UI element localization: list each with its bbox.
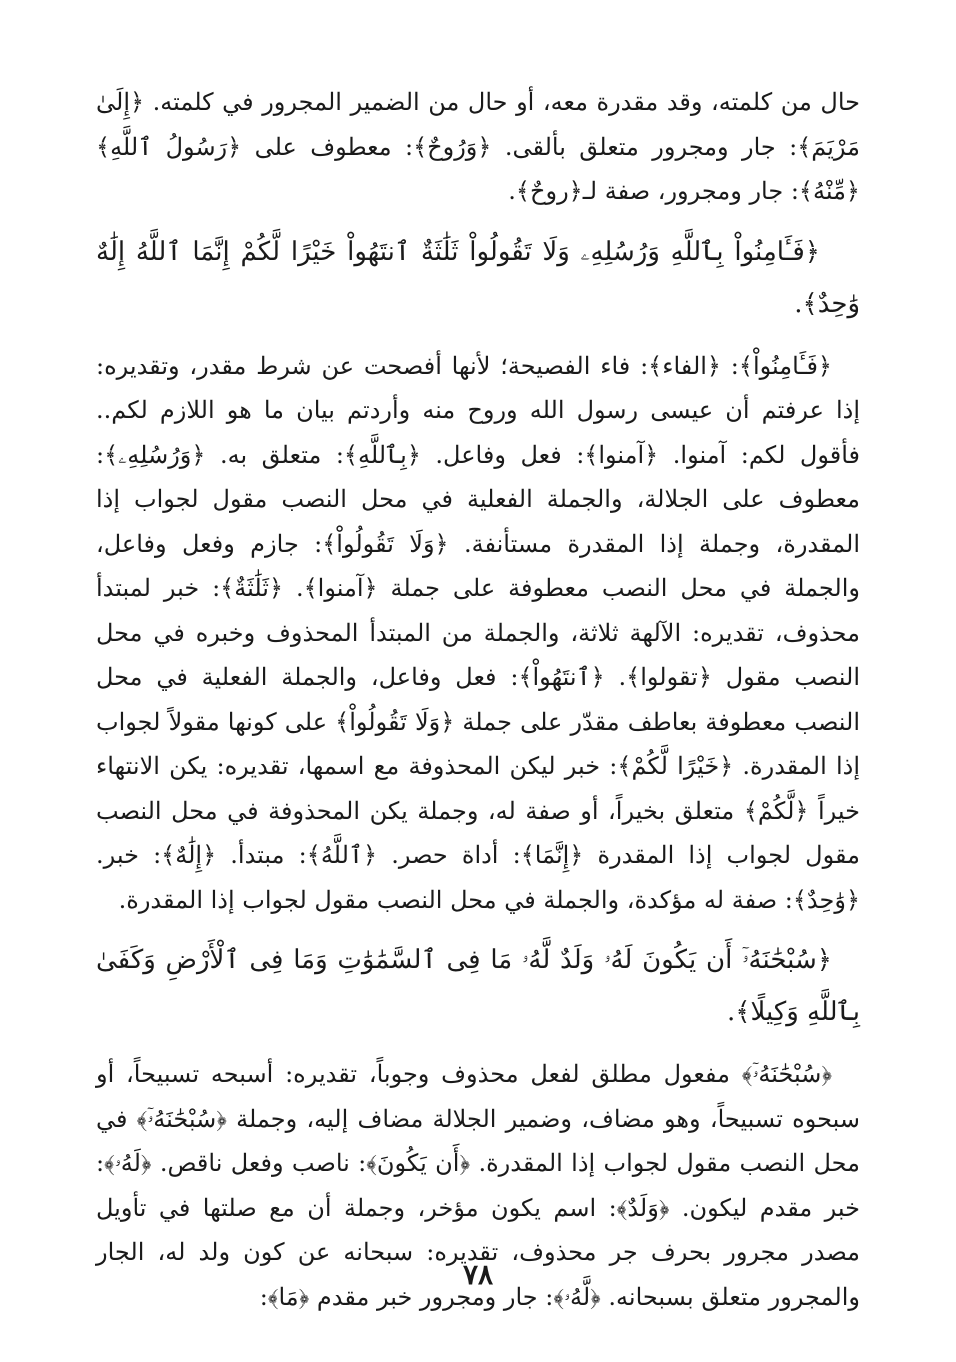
quran-verse-1: ﴿فَـَٔامِنُواْ بِٱللَّهِ وَرُسُلِهِۦ وَلَا تَقُولُواْ ثَلَٰثَةٌ ٱنتَهُواْ خَيْرًا لَّكُمْ إِنَّمَا ٱللَّهُ إِلَٰهٌ وَٰحِدٌ﴾. [96, 236, 860, 319]
page-number: ٧٨ [462, 1258, 494, 1291]
paragraph-1: حال من كلمته، وقد مقدرة معه، أو حال من الضمير المجرور في كلمته. ﴿إِلَىٰ مَرْيَمَ﴾: جار ومجرور متعلق بألقى. ﴿وَرُوحٌ﴾: معطوف على ﴿رَسُولُ ٱللَّهِ﴾ ﴿مِّنْهُ﴾: جار ومجرور، صفة لـ﴿روحٌ﴾. [96, 88, 861, 205]
paragraph-3: ﴿سُبْحَٰنَهُۥٓ﴾ مفعول مطلق لفعل محذوف وجوباً، تقديره: أسبحه تسبيحاً، أو سبحوه تسبيحاً، وهو مضاف، وضمير الجلالة مضاف إليه، وجملة ﴿سُبْحَٰنَهُۥٓ﴾ في محل النصب مقول لجواب إذا المقدرة. ﴿أَن يَكُونَ﴾: ناصب وفعل ناقص. ﴿لَهُۥ﴾: خبر مقدم ليكون. ﴿وَلَدٌ﴾: اسم يكون مؤخر، وجملة أن مع صلتها في تأويل مصدر مجرور بحرف جر محذوف، تقديره: سبحانه عن كون ولد له، الجار والمجرور متعلق بسبحانه. ﴿لَّهُۥ﴾: جار ومجرور خبر مقدم ﴿مَا﴾: [96, 1060, 860, 1311]
paragraph-2: ﴿فَـَٔامِنُواْ﴾: ﴿الفاء﴾: فاء الفصيحة؛ لأنها أفصحت عن شرط مقدر، وتقديره: إذا عرفتم أن عيسى رسول الله وروح منه وأردتم بيان ما هو اللازم لكم.. فأقول لكم: آمنوا. ﴿آمنوا﴾: فعل وفاعل. ﴿بِٱللَّهِ﴾: متعلق به. ﴿وَرُسُلِهِۦ﴾: معطوف على الجلالة، والجملة الفعلية في محل النصب مقول لجواب إذا المقدرة، وجملة إذا المقدرة مستأنفة. ﴿وَلَا تَقُولُواْ﴾: جازم وفعل وفاعل، والجملة في محل النصب معطوفة على جملة ﴿آمنوا﴾. ﴿ثَلَٰثَةٌ﴾: خبر لمبتدأ محذوف، تقديره: الآلهة ثلاثة، والجملة من المبتدأ المحذوف وخبره في محل النصب مقول ﴿تقولوا﴾. ﴿ٱنتَهُواْ﴾: فعل وفاعل، والجملة الفعلية في محل النصب معطوفة بعاطف مقدّر على جملة ﴿وَلَا تَقُولُواْ﴾ على كونها مقولاً لجواب إذا المقدرة. ﴿خَيْرًا لَّكُمْ﴾: خبر ليكن المحذوفة مع اسمها، تقديره: يكن الانتهاء خيراً ﴿لَّكُمْ﴾ متعلق بخيراً، أو صفة له، وجملة يكن المحذوفة في محل النصب مقول لجواب إذا المقدرة ﴿إِنَّمَا﴾: أداة حصر. ﴿ٱللَّهُ﴾: مبتدأ. ﴿إِلَٰهٌ﴾: خبر. ﴿وَٰحِدٌ﴾: صفة له مؤكدة، والجملة في محل النصب مقول لجواب إذا المقدرة. [96, 351, 860, 914]
quran-verse-2: ﴿سُبْحَٰنَهُۥٓ أَن يَكُونَ لَهُۥ وَلَدٌ لَّهُۥ مَا فِى ٱلسَّمَٰوَٰتِ وَمَا فِى ٱلْأَرْضِ وَكَفَىٰ بِٱللَّهِ وَكِيلًا﴾. [96, 945, 860, 1027]
